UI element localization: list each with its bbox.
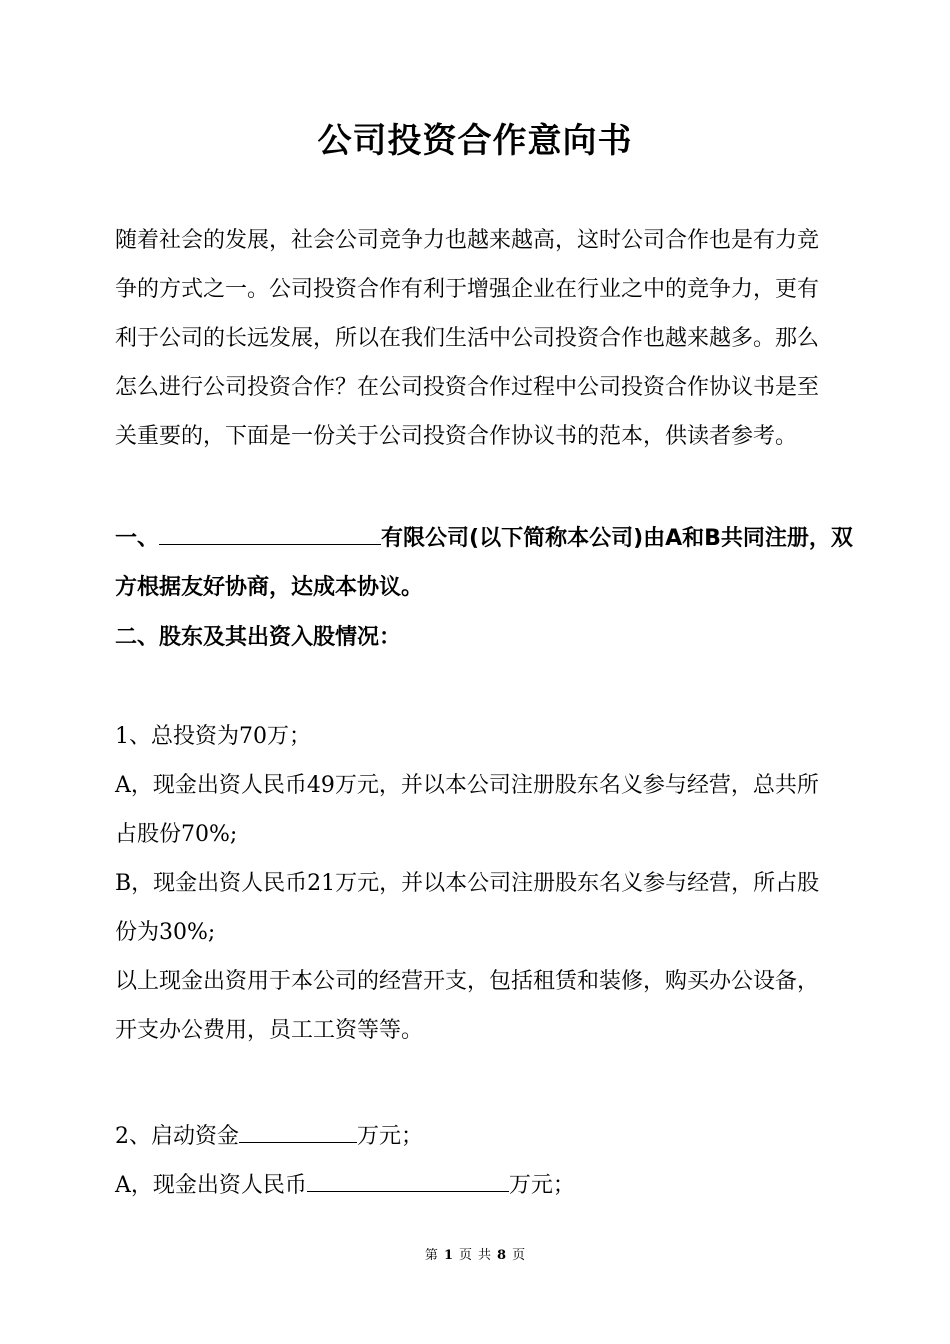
intro-line: 利于公司的长远发展，所以在我们生活中公司投资合作也越来越多。那么 (115, 326, 820, 351)
total-investment-line: 1、总投资为70万； (115, 724, 311, 749)
section-1 (115, 514, 853, 612)
intro-line: 怎么进行公司投资合作？在公司投资合作过程中公司投资合作协议书是至 (115, 375, 820, 400)
section-2-heading (115, 613, 840, 662)
section-1-prefix: 一、 (115, 526, 160, 551)
startup-capital-suffix: 万元； (357, 1124, 424, 1149)
usage-note-line-1: 以上现金出资用于本公司的经营开支，包括租赁和装修，购买办公设备， (115, 969, 820, 994)
party-b-line-1: B，现金出资人民币21万元，并以本公司注册股东名义参与经营，所占股 (115, 871, 820, 896)
footer-label-gong: 共 (478, 1248, 492, 1263)
party-a-line-1: A，现金出资人民币49万元，并以本公司注册股东名义参与经营，总共所 (115, 773, 819, 798)
section-1-line-1 (115, 514, 853, 563)
page-footer (0, 1246, 950, 1266)
party-a-capital-suffix: 万元； (508, 1173, 575, 1198)
intro-line: 争的方式之一。公司投资合作有利于增强企业在行业之中的竞争力，更有 (115, 277, 820, 302)
document-title: 公司投资合作意向书 (317, 121, 633, 161)
footer-label-di: 第 (424, 1248, 438, 1263)
current-page-number: 1 (443, 1248, 453, 1263)
intro-paragraph (115, 216, 840, 461)
startup-capital-line (115, 1112, 840, 1161)
party-b-line-2: 份为30%; (115, 920, 216, 945)
investment-part-1 (115, 712, 840, 1055)
total-pages-number: 8 (497, 1248, 507, 1263)
usage-note-line-2: 开支办公费用，员工工资等等。 (115, 1018, 424, 1043)
investment-part-2 (115, 1112, 840, 1210)
intro-line: 关重要的，下面是一份关于公司投资合作协议书的范本，供读者参考。 (115, 424, 798, 449)
startup-capital-prefix: 2、启动资金 (115, 1124, 239, 1149)
intro-line: 随着社会的发展，社会公司竞争力也越来越高，这时公司合作也是有力竞 (115, 228, 820, 253)
party-a-line-2: 占股份70%; (115, 822, 238, 847)
footer-label-ye2: 页 (512, 1248, 526, 1263)
section-1-suffix: 有限公司(以下简称本公司)由A和B共同注册，双 (381, 526, 853, 551)
section-2-heading-text: 二、股东及其出资入股情况： (115, 625, 402, 650)
startup-capital-blank (239, 1118, 357, 1143)
party-a-capital-blank (307, 1167, 509, 1192)
footer-label-ye: 页 (458, 1248, 472, 1263)
party-a-capital-line (115, 1161, 840, 1210)
section-1-line-2: 方根据友好协商，达成本协议。 (115, 575, 424, 600)
party-a-capital-prefix: A，现金出资人民币 (115, 1173, 307, 1198)
company-name-blank (159, 520, 381, 545)
